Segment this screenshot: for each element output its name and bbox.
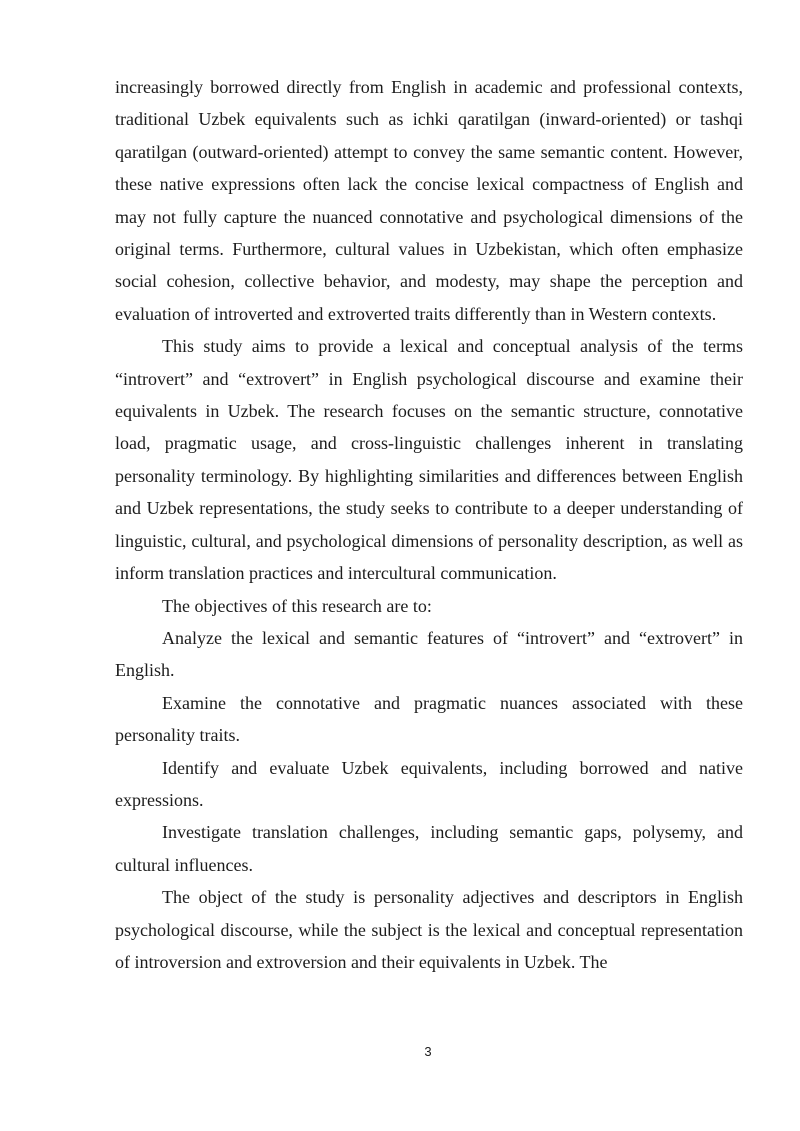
paragraph-object-subject: The object of the study is personality adjectives and descriptors in English psychological discourse, while the subject is the lexical and conceptual representation of introversion and extroversion and their equivalents in Uzbek. The xyxy=(115,887,743,972)
page-body xyxy=(115,71,743,978)
paragraph-continuation: increasingly borrowed directly from English in academic and professional contexts, traditional Uzbek equivalents such as ichki qaratilgan (inward-oriented) or tashqi qaratilgan (outward-oriented) attempt to convey the same semantic content. However, these native expressions often lack the concise lexical compactness of English and may not fully capture the nuanced connotative and psychological dimensions of the original terms. Furthermore, cultural values in Uzbekistan, which often emphasize social cohesion, collective behavior, and modesty, may shape the perception and evaluation of introverted and extroverted traits differently than in Western contexts. xyxy=(115,77,743,324)
objective-item-4: Investigate translation challenges, including semantic gaps, polysemy, and cultural influences. xyxy=(115,822,743,875)
page-number: 3 xyxy=(424,1044,432,1059)
objective-item-2: Examine the connotative and pragmatic nuances associated with these personality traits. xyxy=(115,692,743,746)
objective-item-3: Identify and evaluate Uzbek equivalents, including borrowed and native expressions. xyxy=(115,757,743,810)
paragraph-objectives-intro: The objectives of this research are to: xyxy=(162,595,432,616)
objective-item-1: Analyze the lexical and semantic features of “introvert” and “extrovert” in English. xyxy=(115,627,743,681)
paragraph-study-aim: This study aims to provide a lexical and conceptual analysis of the terms “introvert” and “extrovert” in English psychological discourse and examine their equivalents in Uzbek. The research focuses on the semantic structure, connotative load, pragmatic usage, and cross-linguistic challenges inherent in translating personality terminology. By highlighting similarities and differences between English and Uzbek representations, the study seeks to contribute to a deeper understanding of linguistic, cultural, and psychological dimensions of personality description, as well as inform translation practices and intercultural communication. xyxy=(115,336,743,584)
